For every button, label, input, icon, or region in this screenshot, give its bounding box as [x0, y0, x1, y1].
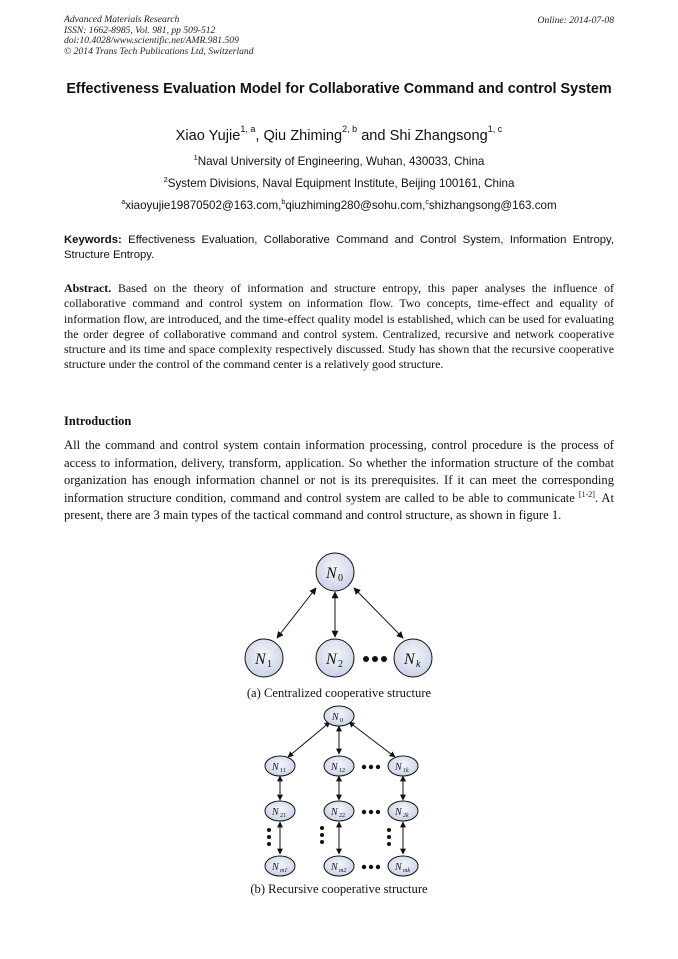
node-nm2: [324, 856, 354, 876]
node-label: N: [255, 651, 266, 668]
node-nk: [394, 639, 432, 677]
author-sup: 2, b: [342, 124, 358, 135]
node-nm1: [265, 856, 295, 876]
figure-b-caption: (b) Recursive cooperative structure: [250, 882, 428, 896]
node-label: N: [332, 712, 339, 723]
node-sub: mk: [403, 868, 410, 874]
figure-b-recursive-diagram: [0, 704, 678, 880]
node-label: N: [404, 651, 415, 668]
issn-line: ISSN: 1662-8985, Vol. 981, pp 509-512: [64, 24, 216, 36]
row-ellipsis: [362, 810, 380, 814]
row-ellipsis: [362, 765, 380, 769]
node-n11: [265, 756, 295, 776]
journal-header: [64, 15, 254, 57]
keywords-paragraph: [64, 233, 614, 263]
online-date: Online: 2014-07-08: [537, 15, 614, 26]
node-sub: 11: [280, 768, 286, 774]
node-label: N: [326, 565, 337, 582]
node-sub: m2: [339, 868, 347, 874]
node-sub: 0: [338, 573, 343, 584]
node-n21: [265, 801, 295, 821]
node-n0: [316, 553, 354, 591]
node-nmk: [388, 856, 418, 876]
author-separator: and: [357, 128, 390, 144]
node-sub: 1: [267, 659, 272, 670]
vertical-ellipsis: [267, 826, 391, 846]
node-sub: k: [416, 659, 421, 670]
node-label: N: [395, 862, 402, 873]
affiliation-1: [0, 155, 678, 168]
paper-title: Effectiveness Evaluation Model for Collaborative Command and control System: [66, 81, 612, 97]
node-sub: 2k: [403, 813, 409, 819]
node-label: N: [272, 762, 279, 773]
introduction-paragraph: [64, 437, 614, 525]
node-n22: [324, 801, 354, 821]
node-label: N: [395, 807, 402, 818]
email-line: [0, 199, 678, 212]
author-sup: 1, a: [240, 124, 256, 135]
email-text: shizhangsong@163.com: [428, 199, 557, 212]
edge-arrow: [277, 588, 316, 638]
node-sub: 1k: [403, 768, 409, 774]
node-n0: [324, 706, 354, 726]
node-sub: 21: [280, 813, 286, 819]
author-separator: ,: [255, 128, 264, 144]
ellipsis-dots: [363, 656, 387, 662]
affiliation-text: System Divisions, Naval Equipment Institute, Beijing 100161, China: [167, 177, 515, 190]
node-sub: 0: [340, 718, 343, 724]
affiliation-sup: 2: [163, 175, 168, 185]
intro-text: . At present, there are 3 main types of the tactical command and control structure, as shown in figure 1.: [64, 490, 615, 522]
email-sup: b: [281, 199, 286, 207]
node-sub: 2: [338, 659, 343, 670]
node-n12: [324, 756, 354, 776]
introduction-heading: Introduction: [64, 414, 132, 428]
node-label: N: [395, 762, 402, 773]
figure-a-caption: (a) Centralized cooperative structure: [246, 686, 432, 700]
copyright-line: © 2014 Trans Tech Publications Ltd, Switzerland: [64, 45, 254, 57]
email-text: xiaoyujie19870502@163.com,: [125, 199, 282, 212]
edge-arrow: [288, 722, 330, 757]
author-line: [0, 124, 678, 144]
author-name: Shi Zhangsong: [389, 128, 488, 144]
row-ellipsis: [362, 865, 380, 869]
keywords-text: Effectiveness Evaluation, Collaborative Command and Control System, Information Entropy, Structure Entropy.: [64, 234, 614, 261]
doi-line: doi:10.4028/www.scientific.net/AMR.981.509: [64, 35, 239, 47]
figure-a-centralized-diagram: [0, 540, 678, 685]
email-text: qiuzhiming280@sohu.com,: [285, 199, 426, 212]
node-label: N: [272, 862, 279, 873]
abstract-paragraph: [64, 281, 614, 373]
node-sub: 22: [339, 813, 345, 819]
node-sub: m1: [280, 868, 288, 874]
email-sup: a: [121, 199, 126, 207]
node-label: N: [272, 807, 279, 818]
node-label: N: [331, 862, 338, 873]
node-label: N: [331, 807, 338, 818]
node-n2: [316, 639, 354, 677]
edge-arrow: [349, 722, 395, 757]
intro-text: All the command and control system contain information processing, control procedure is the process of access to information, delivery, transform, application. So whether the information structure of the combat organization has enough information channel or not is its prerequisites. If it can meet the corresponding information structure condition, command and control system are called to be able to communicate: [64, 438, 614, 505]
keywords-label: Keywords:: [64, 234, 122, 246]
affiliation-2: [0, 177, 678, 190]
abstract-label: Abstract.: [64, 281, 112, 295]
node-n2k: [388, 801, 418, 821]
citation: [1-2]: [578, 489, 595, 499]
email-sup: c: [425, 199, 429, 207]
abstract-text: Based on the theory of information and structure entropy, this paper analyses the influence of collaborative command and control system on information flow. Two concepts, time-effect and equality of information flow, are introduced, and the time-effect quality model is established, which can be used for evaluating the order degree of collaborative command and control system. Centralized, recursive and network cooperative structure and its time and space complexity respectively discussed. Study has shown that the recursive cooperative structure under the control of the command center is a relatively good structure.: [64, 281, 614, 372]
affiliation-sup: 1: [193, 153, 198, 163]
node-label: N: [331, 762, 338, 773]
author-name: Xiao Yujie: [175, 128, 241, 144]
journal-name: Advanced Materials Research: [64, 14, 180, 25]
edge-arrow: [354, 588, 403, 638]
affiliation-text: Naval University of Engineering, Wuhan, 430033, China: [197, 155, 485, 168]
node-n1: [245, 639, 283, 677]
author-sup: 1, c: [487, 124, 503, 135]
node-label: N: [326, 651, 337, 668]
node-n1k: [388, 756, 418, 776]
node-sub: 12: [339, 768, 345, 774]
author-name: Qiu Zhiming: [263, 128, 343, 144]
